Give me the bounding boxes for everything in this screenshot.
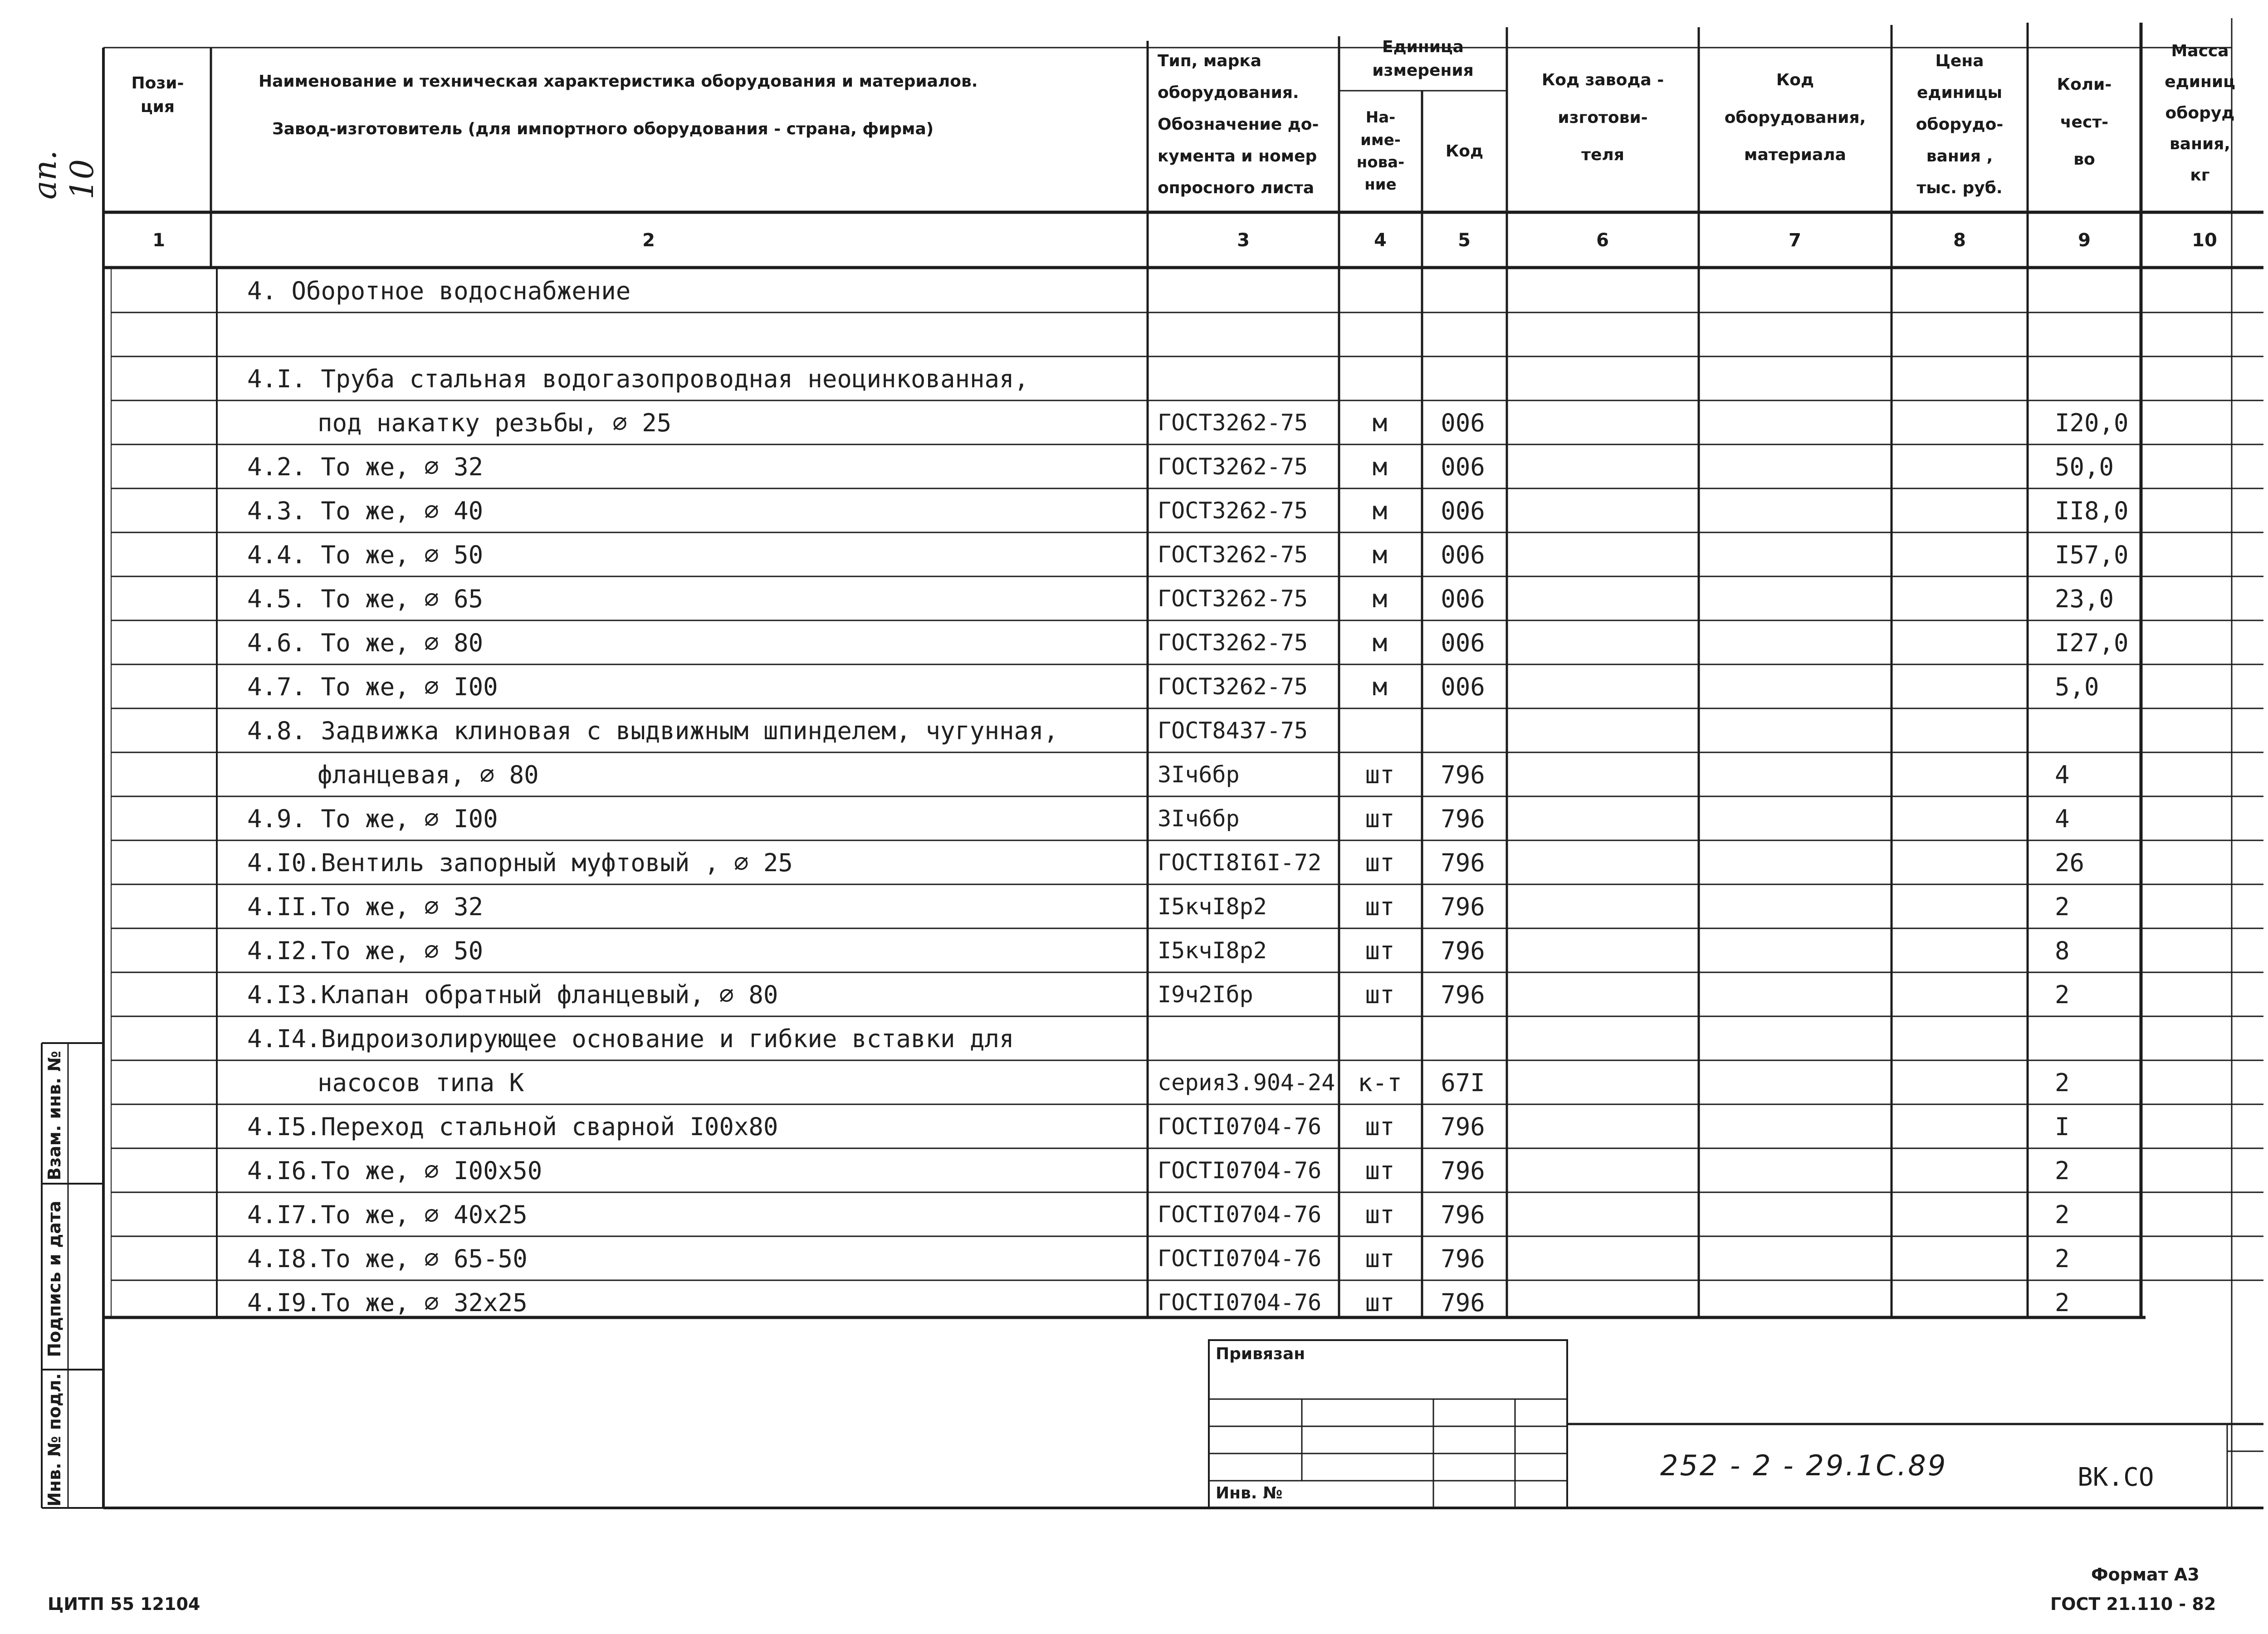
item-quantity xyxy=(2050,708,2146,753)
item-document: ГОСТ3262-75 xyxy=(1158,498,1308,524)
item-unit: шт xyxy=(1365,892,1395,921)
item-document: ГОСТI0704-76 xyxy=(1158,1201,1322,1228)
item-unit: м xyxy=(1372,452,1388,481)
item-unit: м xyxy=(1372,628,1388,657)
sheet-mark-text: ап. 10 xyxy=(26,150,101,200)
table-row xyxy=(0,1104,2268,1149)
header-name-line1: Наименование и техническая характеристика оборудования и материалов. xyxy=(259,72,978,91)
item-name xyxy=(247,312,1145,357)
item-quantity: 5,0 xyxy=(2055,672,2099,701)
item-unit: шт xyxy=(1365,848,1395,877)
item-quantity xyxy=(2050,1016,2146,1061)
item-document: серия3.904-24 xyxy=(1158,1069,1335,1096)
item-unit-code xyxy=(1422,312,1504,357)
item-name: 4.5. То же, ∅ 65 xyxy=(247,584,484,613)
header-position: Пози- ция xyxy=(131,73,184,116)
item-unit-code: 796 xyxy=(1441,1156,1485,1185)
item-unit-code: 67I xyxy=(1441,1068,1485,1097)
item-unit: шт xyxy=(1365,760,1395,789)
item-quantity: I57,0 xyxy=(2055,540,2129,569)
item-unit: шт xyxy=(1365,936,1395,965)
item-document: I5кчI8р2 xyxy=(1158,937,1267,964)
item-unit-code: 796 xyxy=(1441,980,1485,1009)
header-equipment-code: Код оборудования, материала xyxy=(1724,70,1866,165)
item-name: 4.I2.То же, ∅ 50 xyxy=(247,936,484,965)
item-name: 4.I6.То же, ∅ I00х50 xyxy=(247,1156,543,1185)
item-unit: шт xyxy=(1365,1112,1395,1141)
side-label-vzam: Взам. инв. № xyxy=(44,1051,64,1180)
table-row xyxy=(0,444,2268,489)
item-document: ГОСТI0704-76 xyxy=(1158,1245,1322,1272)
item-document: ГОСТI0704-76 xyxy=(1158,1113,1322,1140)
stamp-inv-no: Инв. № xyxy=(1216,1484,1283,1502)
column-number-5: 5 xyxy=(1458,230,1471,251)
footer-citp: ЦИТП 55 12104 xyxy=(48,1594,200,1614)
table-row xyxy=(0,752,2268,797)
item-unit: шт xyxy=(1365,1200,1395,1229)
item-name: 4.I7.То же, ∅ 40х25 xyxy=(247,1200,528,1229)
table-row xyxy=(0,488,2268,533)
item-name: насосов типа К xyxy=(318,1068,524,1097)
item-unit-code: 006 xyxy=(1441,584,1485,613)
item-unit xyxy=(1339,268,1421,313)
header-factory-code: Код завода - изготови- теля xyxy=(1541,70,1664,165)
table-row xyxy=(0,532,2268,577)
item-quantity: 23,0 xyxy=(2055,584,2114,613)
item-quantity: II8,0 xyxy=(2055,496,2129,525)
item-unit-code: 796 xyxy=(1441,804,1485,833)
item-name: фланцевая, ∅ 80 xyxy=(318,760,539,789)
table-row xyxy=(0,1016,2268,1061)
item-unit: шт xyxy=(1365,1244,1395,1273)
item-quantity: 2 xyxy=(2055,1156,2070,1185)
item-document: ГОСТI8I6I-72 xyxy=(1158,849,1322,876)
item-unit: м xyxy=(1372,672,1388,701)
table-row xyxy=(0,1236,2268,1281)
item-document: 3Iч6бр xyxy=(1158,761,1240,788)
item-name: 4.3. То же, ∅ 40 xyxy=(247,496,484,525)
item-unit-code: 006 xyxy=(1441,496,1485,525)
item-document: ГОСТ8437-75 xyxy=(1158,717,1308,744)
item-document xyxy=(1158,1016,1339,1061)
item-quantity: 50,0 xyxy=(2055,452,2114,481)
item-unit xyxy=(1339,356,1421,401)
item-quantity: 4 xyxy=(2055,804,2070,833)
item-unit: шт xyxy=(1365,980,1395,1009)
item-unit-code: 796 xyxy=(1441,892,1485,921)
item-document xyxy=(1158,268,1339,313)
item-document: 3Iч6бр xyxy=(1158,805,1240,832)
item-unit-code: 796 xyxy=(1441,936,1485,965)
item-document: ГОСТI0704-76 xyxy=(1158,1157,1322,1184)
item-document xyxy=(1158,356,1339,401)
table-row xyxy=(0,356,2268,401)
item-quantity xyxy=(2050,356,2146,401)
item-unit-code: 796 xyxy=(1441,1288,1485,1317)
item-document: ГОСТI0704-76 xyxy=(1158,1289,1322,1316)
item-unit: к-т xyxy=(1358,1068,1402,1097)
item-unit: м xyxy=(1372,584,1388,613)
item-unit-code: 796 xyxy=(1441,848,1485,877)
item-quantity xyxy=(2050,312,2146,357)
footer-gost: ГОСТ 21.110 - 82 xyxy=(2050,1594,2216,1614)
side-label-inv: Инв. № подл. xyxy=(44,1373,64,1507)
item-unit-code: 796 xyxy=(1441,1200,1485,1229)
item-name: 4. Оборотное водоснабжение xyxy=(247,276,631,305)
table-row xyxy=(0,1148,2268,1193)
drawing-designation: 252 - 2 - 29.1С.89 xyxy=(1660,1449,1948,1482)
item-quantity: I xyxy=(2055,1112,2070,1141)
item-unit-code: 796 xyxy=(1441,1112,1485,1141)
item-document: ГОСТ3262-75 xyxy=(1158,673,1308,700)
item-quantity: I20,0 xyxy=(2055,408,2129,437)
item-unit xyxy=(1339,708,1421,753)
item-name: 4.I0.Вентиль запорный муфтовый , ∅ 25 xyxy=(247,848,793,877)
item-name: 4.6. То же, ∅ 80 xyxy=(247,628,484,657)
table-row xyxy=(0,840,2268,885)
item-unit-code xyxy=(1422,356,1504,401)
item-unit: шт xyxy=(1365,1288,1395,1317)
item-quantity: I27,0 xyxy=(2055,628,2129,657)
item-document: ГОСТ3262-75 xyxy=(1158,410,1308,436)
item-unit: м xyxy=(1372,408,1388,437)
column-number-10: 10 xyxy=(2192,230,2217,251)
table-row xyxy=(0,884,2268,929)
stamp-privyazan: Привязан xyxy=(1216,1345,1305,1363)
item-name: 4.9. То же, ∅ I00 xyxy=(247,804,498,833)
sheet-mark xyxy=(26,100,101,200)
item-unit-code: 006 xyxy=(1441,628,1485,657)
table-row xyxy=(0,1192,2268,1237)
table-row xyxy=(0,400,2268,445)
column-number-7: 7 xyxy=(1789,230,1801,251)
header-unit-code: Код xyxy=(1445,141,1484,161)
column-number-2: 2 xyxy=(642,230,655,251)
item-unit: м xyxy=(1372,496,1388,525)
column-number-6: 6 xyxy=(1596,230,1609,251)
item-quantity: 2 xyxy=(2055,1288,2070,1317)
table-row xyxy=(0,312,2268,357)
item-quantity: 2 xyxy=(2055,1244,2070,1273)
item-document: ГОСТ3262-75 xyxy=(1158,541,1308,568)
table-row xyxy=(0,620,2268,665)
item-unit-code: 006 xyxy=(1441,540,1485,569)
item-name: 4.I8.То же, ∅ 65-50 xyxy=(247,1244,528,1273)
item-unit-code: 006 xyxy=(1441,672,1485,701)
footer-format: Формат А3 xyxy=(2091,1565,2200,1585)
item-quantity xyxy=(2050,268,2146,313)
item-unit: шт xyxy=(1365,1156,1395,1185)
item-unit-code: 006 xyxy=(1441,452,1485,481)
item-document: I9ч2Iбр xyxy=(1158,981,1253,1008)
header-mass: Масса единиц оборуд вания, кг xyxy=(2165,42,2235,185)
item-name: под накатку резьбы, ∅ 25 xyxy=(318,408,672,437)
table-row xyxy=(0,928,2268,973)
item-name: 4.I5.Переход стальной сварной I00х80 xyxy=(247,1112,778,1141)
item-document: ГОСТ3262-75 xyxy=(1158,454,1308,480)
item-name: 4.I9.То же, ∅ 32х25 xyxy=(247,1288,528,1317)
item-unit: м xyxy=(1372,540,1388,569)
item-quantity: 2 xyxy=(2055,1068,2070,1097)
item-document: ГОСТ3262-75 xyxy=(1158,629,1308,656)
item-unit xyxy=(1339,1016,1421,1061)
item-name: 4.I4.Видроизолирующее основание и гибкие вставки для xyxy=(247,1024,1014,1053)
item-unit-code: 006 xyxy=(1441,408,1485,437)
drawing-mark: ВК.СО xyxy=(2077,1463,2154,1492)
header-type: Тип, марка оборудования. Обозначение до- кумента и номер опросного листа xyxy=(1158,51,1319,198)
item-name: 4.4. То же, ∅ 50 xyxy=(247,540,484,569)
item-name: 4.I3.Клапан обратный фланцевый, ∅ 80 xyxy=(247,980,778,1009)
column-number-9: 9 xyxy=(2078,230,2091,251)
item-unit-code xyxy=(1422,268,1504,313)
item-unit-code xyxy=(1422,1016,1504,1061)
table-row xyxy=(0,268,2268,313)
item-quantity: 8 xyxy=(2055,936,2070,965)
table-row xyxy=(0,708,2268,753)
item-quantity: 2 xyxy=(2055,1200,2070,1229)
item-unit: шт xyxy=(1365,804,1395,833)
table-row xyxy=(0,576,2268,621)
item-quantity: 2 xyxy=(2055,892,2070,921)
item-document: ГОСТ3262-75 xyxy=(1158,585,1308,612)
header-name-line2: Завод-изготовитель (для импортного оборудования - страна, фирма) xyxy=(272,119,934,138)
column-number-3: 3 xyxy=(1237,230,1250,251)
item-unit-code xyxy=(1422,708,1504,753)
item-quantity: 26 xyxy=(2055,848,2085,877)
item-quantity: 2 xyxy=(2055,980,2070,1009)
table-row xyxy=(0,1060,2268,1105)
header-quantity: Коли- чест- во xyxy=(2057,75,2112,169)
item-quantity: 4 xyxy=(2055,760,2070,789)
item-name: 4.8. Задвижка клиновая с выдвижным шпинделем, чугунная, xyxy=(247,716,1059,745)
column-number-1: 1 xyxy=(152,230,165,251)
item-unit-code: 796 xyxy=(1441,1244,1485,1273)
table-row xyxy=(0,1280,2268,1325)
item-unit xyxy=(1339,312,1421,357)
item-document: I5кчI8р2 xyxy=(1158,893,1267,920)
item-name: 4.II.То же, ∅ 32 xyxy=(247,892,484,921)
header-unit-group: Единица измерения xyxy=(1372,37,1474,80)
header-unit-name: На- име- нова- ние xyxy=(1356,108,1405,194)
item-name: 4.7. То же, ∅ I00 xyxy=(247,672,498,701)
table-row xyxy=(0,796,2268,841)
header-unit-price: Цена единицы оборудо- вания , тыс. руб. xyxy=(1916,51,2004,198)
side-label-podpis: Подпись и дата xyxy=(44,1200,64,1357)
item-document xyxy=(1158,312,1339,357)
item-unit-code: 796 xyxy=(1441,760,1485,789)
column-number-8: 8 xyxy=(1953,230,1966,251)
item-name: 4.I. Труба стальная водогазопроводная неоцинкованная, xyxy=(247,364,1029,393)
table-row xyxy=(0,664,2268,709)
column-number-4: 4 xyxy=(1374,230,1387,251)
table-row xyxy=(0,972,2268,1017)
item-name: 4.2. То же, ∅ 32 xyxy=(247,452,484,481)
